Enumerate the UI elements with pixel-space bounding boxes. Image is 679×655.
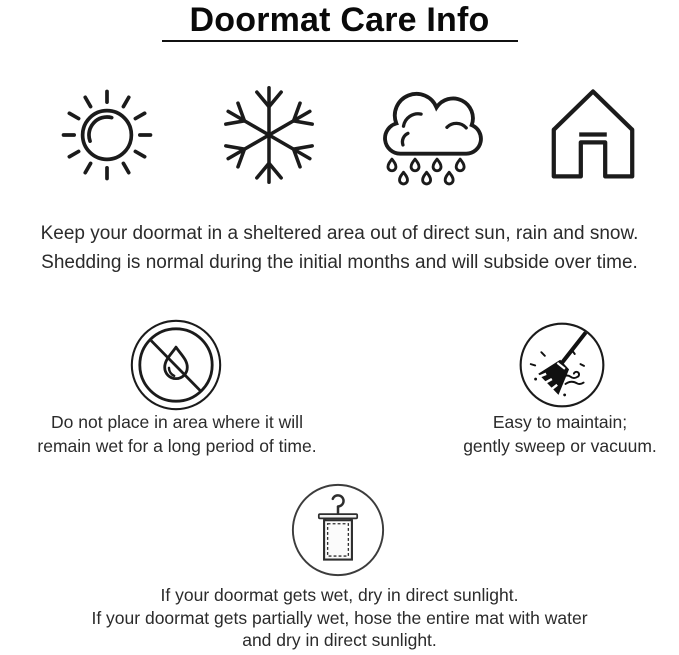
intro-line-1: Keep your doormat in a sheltered area out of direct sun, rain and snow. [40,223,639,244]
drying-line-1: If your doormat gets wet, dry in direct sunlight. [160,585,519,605]
care-left-icon-wrap [129,318,223,412]
care-right-line-1: Easy to maintain; [492,412,628,432]
rain-cloud-icon [370,80,492,190]
hanging-mat-icon [290,482,386,578]
sun-icon [54,82,160,188]
drying-line-3: and dry in direct sunlight. [242,630,437,650]
care-right-caption [430,411,679,458]
drying-icon-wrap [290,482,386,578]
broom-sweep-icon [518,321,606,409]
house-icon [540,82,646,188]
intro-line-2: Shedding is normal during the initial months and will subside over time. [41,251,638,273]
page-title: Doormat Care Info [189,1,490,39]
care-right-icon-wrap [518,321,606,409]
care-right-line-2: gently sweep or vacuum. [463,435,657,456]
care-left-caption [10,411,344,458]
no-standing-water-icon [129,318,223,412]
snowflake-icon [210,76,328,194]
care-left-line-1: Do not place in area where it will [51,412,303,432]
weather-cell-sun [32,66,182,204]
weather-cell-snowflake [194,66,344,204]
drying-text [0,584,679,652]
drying-line-2: If your doormat gets partially wet, hose the entire mat with water [91,607,588,628]
weather-icon-row [0,66,679,204]
intro-text [0,220,679,277]
header [0,2,679,42]
weather-cell-rain [356,66,506,204]
title-underline [162,40,518,42]
weather-cell-house [518,66,668,204]
care-left-line-2: remain wet for a long period of time. [37,435,317,456]
